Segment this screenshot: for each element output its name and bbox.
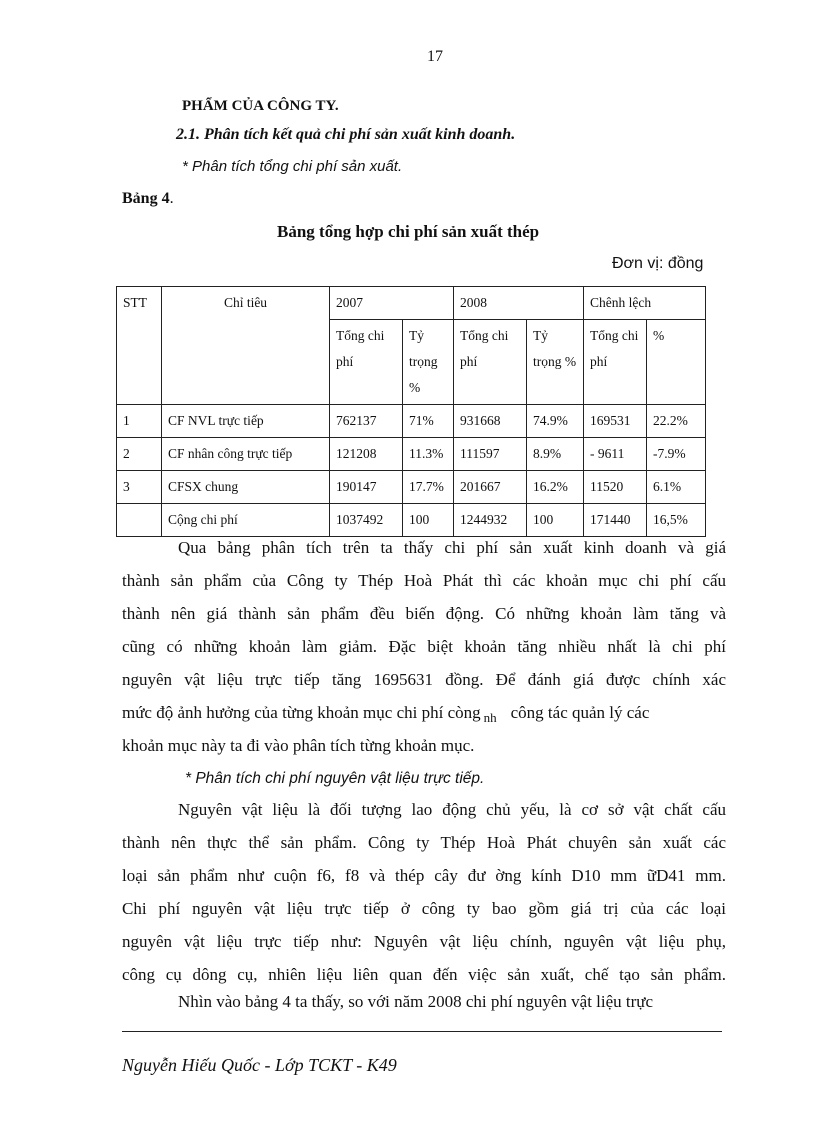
paragraph-line: thành nên giá thành sản phẩm đều biến động. Có những khoản làm tăng và — [122, 604, 726, 623]
cell-stt: 3 — [117, 471, 162, 504]
cell-diff: 169531 — [584, 405, 647, 438]
cell-pct: 6.1% — [647, 471, 706, 504]
footer-author: Nguyễn Hiếu Quốc - Lớp TCKT - K49 — [122, 1055, 397, 1075]
cell-share-2008: 8.9% — [527, 438, 584, 471]
footer-divider — [122, 1031, 722, 1032]
header-chi-tieu: Chỉ tiêu — [162, 287, 330, 405]
table-row — [117, 471, 706, 504]
table-row — [117, 405, 706, 438]
table-title: Bảng tổng hợp chi phí sản xuất thép — [277, 222, 540, 241]
paragraph-line: Nguyên vật liệu là đối tượng lao động chủ yếu, là cơ sở vật chất cấu — [178, 800, 726, 819]
cell-name: CFSX chung — [162, 471, 330, 504]
paragraph-line: công cụ dông cụ, nhiên liệu liên quan đến việc sản xuất, chế tạo sản phẩm. — [122, 965, 726, 984]
cell-share-2008: 74.9% — [527, 405, 584, 438]
paragraph-line: Nhìn vào bảng 4 ta thấy, so với năm 2008 chi phí nguyên vật liệu trực — [178, 992, 654, 1011]
paragraph-line: khoản mục này ta đi vào phân tích từng khoản mục. — [122, 736, 475, 755]
paragraph-line: Chi phí nguyên vật liệu trực tiếp ở công ty bao gồm giá trị của các loại — [122, 899, 726, 918]
cell-cost-2007: 190147 — [330, 471, 403, 504]
subheader-tong-chi-phi-2008: Tổng chi phí — [454, 320, 527, 405]
table-label: Bảng 4. — [122, 190, 174, 207]
cell-share-2007: 100 — [403, 504, 454, 537]
cell-share-2007: 71% — [403, 405, 454, 438]
subheader-tong-chi-phi-2007: Tổng chi phí — [330, 320, 403, 405]
cell-cost-2008: 201667 — [454, 471, 527, 504]
cell-pct: -7.9% — [647, 438, 706, 471]
cell-diff: 171440 — [584, 504, 647, 537]
cell-pct: 16,5% — [647, 504, 706, 537]
cell-diff: 11520 — [584, 471, 647, 504]
paragraph-line: nguyên vật liệu trực tiếp tăng 1695631 đồng. Để đánh giá được chính xác — [122, 670, 726, 689]
cell-name: CF NVL trực tiếp — [162, 405, 330, 438]
cell-share-2008: 100 — [527, 504, 584, 537]
subsection-heading: 2.1. Phân tích kết quả chi phí sản xuất kinh doanh. — [176, 126, 516, 143]
header-stt: STT — [117, 287, 162, 405]
page-number: 17 — [427, 48, 443, 65]
cell-pct: 22.2% — [647, 405, 706, 438]
paragraph-line: nguyên vật liệu trực tiếp như: Nguyên vật liệu chính, nguyên vật liệu phụ, — [122, 932, 726, 951]
subheading-total-cost: * Phân tích tổng chi phí sản xuất. — [182, 158, 403, 175]
cell-cost-2007: 1037492 — [330, 504, 403, 537]
cell-cost-2008: 111597 — [454, 438, 527, 471]
cell-name: CF nhân công trực tiếp — [162, 438, 330, 471]
header-chenh-lech: Chênh lệch — [584, 287, 706, 320]
header-2008: 2008 — [454, 287, 584, 320]
cell-stt — [117, 504, 162, 537]
unit-label: Đơn vị: đồng — [612, 255, 704, 272]
subheader-tong-chi-phi-diff: Tổng chi phí — [584, 320, 647, 405]
paragraph-line: thành nên thực thể sản phẩm. Công ty Thép Hoà Phát chuyên sản xuất các — [122, 833, 726, 852]
section-title: PHẨM CỦA CÔNG TY. — [182, 98, 339, 114]
cell-cost-2008: 931668 — [454, 405, 527, 438]
subheader-ty-trong-2007: Tỷ trọng % — [403, 320, 454, 405]
paragraph-line: mức độ ảnh hưởng của từng khoản mục chi phí còng $_{nh}$ công tác quản lý các — [122, 703, 650, 726]
paragraph-line: Qua bảng phân tích trên ta thấy chi phí sản xuất kinh doanh và giá — [178, 538, 726, 557]
paragraph-line: cũng có những khoản làm giảm. Đặc biệt khoản tăng nhiều nhất là chi phí — [122, 637, 726, 656]
cell-share-2008: 16.2% — [527, 471, 584, 504]
subheader-percent: % — [647, 320, 706, 405]
cell-share-2007: 17.7% — [403, 471, 454, 504]
cell-diff: - 9611 — [584, 438, 647, 471]
cell-stt: 1 — [117, 405, 162, 438]
subheader-ty-trong-2008: Tỷ trọng % — [527, 320, 584, 405]
table-header-row — [117, 287, 706, 320]
cost-table — [116, 286, 706, 537]
cell-cost-2007: 121208 — [330, 438, 403, 471]
paragraph-line: thành sản phẩm của Công ty Thép Hoà Phát thì các khoản mục chi phí cấu — [122, 571, 726, 590]
cell-share-2007: 11.3% — [403, 438, 454, 471]
cell-name: Cộng chi phí — [162, 504, 330, 537]
header-2007: 2007 — [330, 287, 454, 320]
cell-stt: 2 — [117, 438, 162, 471]
table-row — [117, 438, 706, 471]
paragraph-line: loại sản phẩm như cuộn f6, f8 và thép cây đư ờng kính D10 mm ữD41 mm. — [122, 866, 726, 885]
table-row-total — [117, 504, 706, 537]
cell-cost-2008: 1244932 — [454, 504, 527, 537]
subheading-nvl: * Phân tích chi phí nguyên vật liệu trực tiếp. — [185, 770, 485, 787]
cell-cost-2007: 762137 — [330, 405, 403, 438]
